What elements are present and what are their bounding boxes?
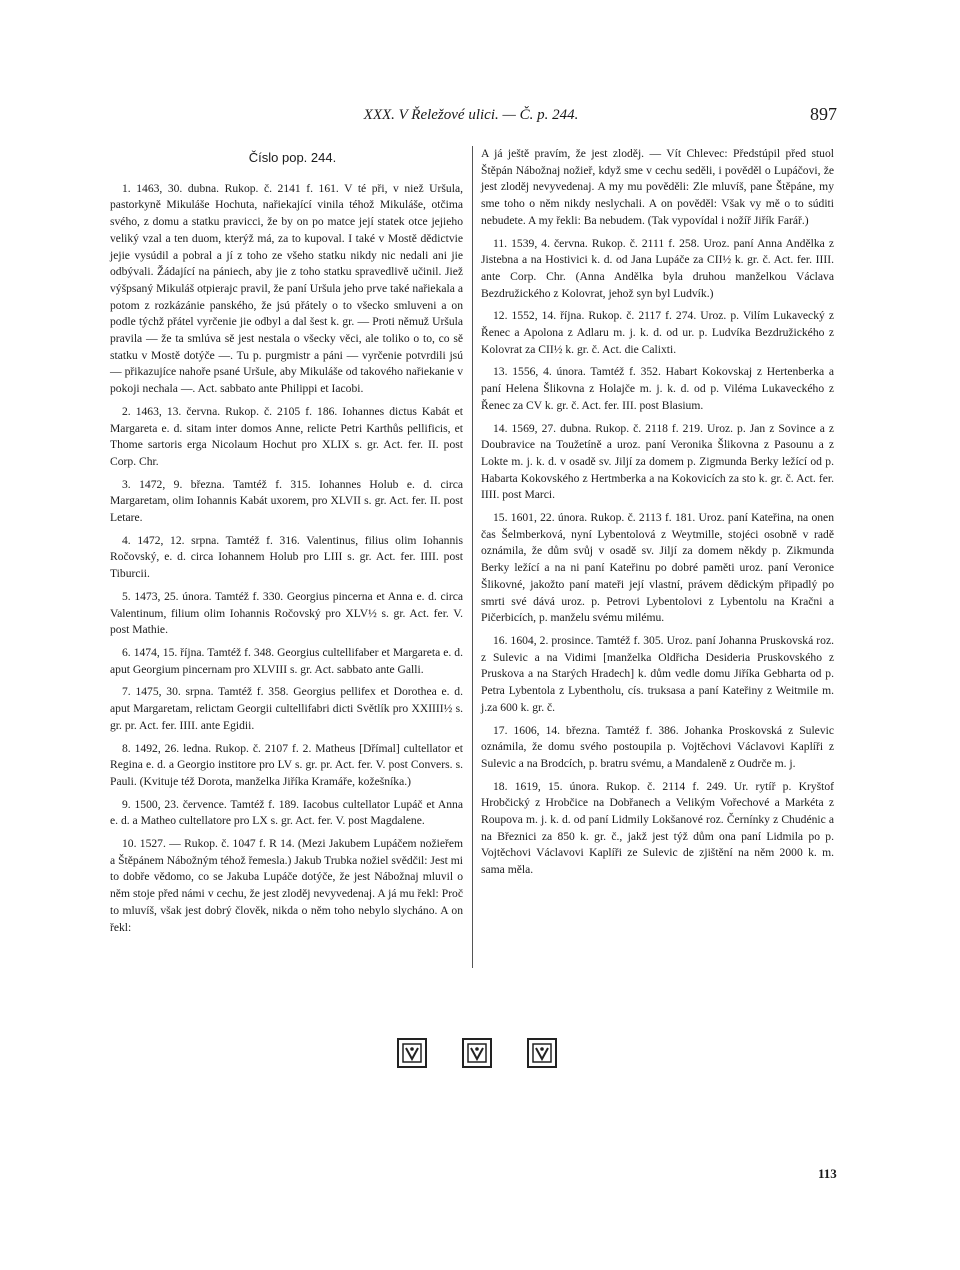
entry-13: 13. 1556, 4. února. Tamtéž f. 352. Habart Kokovskaj z Hertenberka a paní Helena Šlikovna z Holajče m. j. k. d. od p. Viléma Lukaveckého z Řenec za CV k. gr. č. Act. fer. III. post Blasium. (481, 365, 834, 412)
entry-1: 1. 1463, 30. dubna. Rukop. č. 2141 f. 161. V té při, v niež Uršula, pastorkyně Mikuláše Hochuta, nařiekající vinila téhož Mikuláše, otčima svého, z domu a statku pravicci, že by on po matce její statek otce jejieho veliký vzal a ten duom, kterýž má, za to kupoval. I také v Mostě dědictvie jejie vysúdil a pobral a jí z toho ze všeho statku nikdy nic nedali ani jie odbývali. Žádající na pániech, aby jie z toho statku spravedlivě učinil. Jiež výšpsaný Mikuláš otpierajc pravil, že paní Uršula jeho prve také nařiekala a potom z rozkázánie panského, že jsú přátely o to všecko smluveni a on podle týchž přátel vyrčenie jie odbyl a dal šest k. gr. — Proti němuž Uršula pravila — že ta smlúva sě jest nestala o všecky věci, ale toliko o to, co sě statku v Mostě dotýče —. Tu p. purgmistr a páni — vyrčenie potvrdili jsú — přikazujíce nahoře psané Uršule, aby Mikuláše od takového nařiekanie v pokoji nechala —. Act. sabbato ante Philippi et Iacobi. (110, 181, 463, 396)
entry-8: 8. 1492, 26. ledna. Rukop. č. 2107 f. 2. Matheus [Dřímal] cultellator et Regina e. d. a Georgio institore pro LV s. gr. pr. Act. fer. V. post Convers. s. Pauli. (Kvituje též Dorota, manželka Jiříka Kramáře, kožešníka.) (110, 741, 463, 788)
entry-9: 9. 1500, 23. července. Tamtéž f. 189. Iacobus cultellator Lupáč et Anna e. d. a Matheo cultellatore pro LX s. gr. Act. fer. V. post Magdalene. (110, 797, 463, 828)
folio-number: 113 (818, 1166, 837, 1181)
entry-10-continued: A já ještě pravím, že jest zloděj. — Vít Chlevec: Předstúpil před stuol Štěpán Nábožnaj nožieř, když sme v cechu seděli, i pověděl o Lupáčovi, že jest zloděj nevyvedenaj. A my mu pověděli: Zle mluvíš, pane Štěpáne, my sme toho o něm nikdy neslychali. A on pověděl: Však vy mě o to súditi nebudete. A my řekli: Ba nebudem. (Tak vypovídal i nožíř Jiřík Farář.) (481, 147, 834, 227)
entry-6: 6. 1474, 15. října. Tamtéž f. 348. Georgius cultellifaber et Margareta e. d. aput Georgium pincernam pro XLVIII s. gr. Act. sabbato ante Galli. (110, 645, 463, 676)
entry-12: 12. 1552, 14. října. Rukop. č. 2117 f. 274. Uroz. p. Vilím Lukavecký z Řenec a Apolona z Adlaru m. j. k. d. od ur. p. Ludvíka Bezdružického z Kolovrat za CII½ k. gr. č. Act. die Calixti. (481, 309, 834, 356)
entry-5: 5. 1473, 25. února. Tamtéž f. 330. Georgius pincerna et Anna e. d. circa Valentinum, filium olim Iohannis Ročovský pro XLV½ s. gr. Act. fer. V. post Mathie. (110, 589, 463, 637)
entry-3: 3. 1472, 9. března. Tamtéž f. 315. Iohannes Holub e. d. circa Margaretam, olim Iohannis Kabát uxorem, pro XLVII s. gr. Act. fer. II. post Letare. (110, 477, 463, 525)
running-head: XXX. V Řeležové ulici. — Č. p. 244. (363, 107, 579, 123)
printer-ornaments (397, 1038, 557, 1068)
right-column (481, 146, 834, 885)
entry-15: 15. 1601, 22. února. Rukop. č. 2113 f. 181. Uroz. paní Kateřina, na onen čas Šelmberková, nyní Lybentolová z Weytmille, stojéci osobně v radě oznámila, že dům svůj v osadě sv. Jiljí za domem někdy p. Zikmunda Berky ležící a na ni paní Kateřinu po dobré paměti uroz. paní Veronice Šlikovné, jakožto paní mateři její vlastní, právem dědickým připadlý po smrti své dává uroz. p. Petrovi Lybentolovi z Lybentolu na Kračni a Pičerbicích, p. manželu svému milému. (481, 511, 834, 625)
printer-ornament-icon (462, 1038, 492, 1068)
entry-10: 10. 1527. — Rukop. č. 1047 f. R 14. (Mezi Jakubem Lupáčem nožieřem a Štěpánem Nábožným téhož řemesla.) Jakub Trubka nožiel svědčil: Jest mi to dobře vědomo, co se Jakuba Lupáče dotýče, že jest Nábožnaj mluvil o něm stoje před námi v cechu, že jest zloděj nevyvedenaj. A já mu řekl: Proč to mluvíš, však jest dobrý člověk, nikda o něm toho nebylo slycháno. A on řekl: (110, 837, 463, 934)
entry-11: 11. 1539, 4. června. Rukop. č. 2111 f. 258. Uroz. paní Anna Andělka z Jistebna a na Hostivici k. d. od Jana Lupáče za CII½ k. gr. č. Act. fer. IIII. ante Corp. Chr. (Anna Andělka byla druhou manželkou Václava Bezdružického z Kolovrat, jehož syn byl Ludvík.) (481, 236, 834, 300)
entry-16: 16. 1604, 2. prosince. Tamtéž f. 305. Uroz. paní Johanna Pruskovská roz. z Sulevic a na Vidimi [manželka Oldřicha Desideria Pruskovského z Pruskova a na Starých Hradech] k. dům vedle domu Jiříka Gebharta od p. Petra Lybentola z Lybentholu, cís. truksasa a paní Kateřiny z Weitmile m. j.za 600 k. gr. č. (481, 633, 834, 714)
page-number: 897 (810, 104, 837, 124)
entry-2: 2. 1463, 13. června. Rukop. č. 2105 f. 186. Iohannes dictus Kabát et Margareta e. d. sitam inter domos Anne, relicte Petri Karthůs pellificis, et Thome sartoris erga Nicolaum Hochut pro XLIX s. gr. Act. fer. II. post Corp. Chr. (110, 404, 463, 468)
entry-18: 18. 1619, 15. února. Rukop. č. 2114 f. 249. Ur. rytíř p. Kryštof Hrobčický z Hrobčice na Dobřanech a Velikým Vořechové a Markéta z Roupova m. j. k. d. od paní Lidmily Lokšanové roz. Černínky z Chudénic a na Březnici za 850 k. gr. č., jakž jest týž dům ona paní Lidmila po p. Vojtěchovi Václavovi Kaplíři ze Sulevic de zjištění na něm 2000 k. m. sama měla. (481, 779, 834, 877)
entry-4: 4. 1472, 12. srpna. Tamtéž f. 316. Valentinus, filius olim Iohannis Ročovský, e. d. circa Iohannem Holub pro LIII s. gr. Act. fer. IIII. post Tiburcii. (110, 533, 463, 581)
column-divider (472, 146, 473, 968)
printer-ornament-icon (527, 1038, 557, 1068)
entry-17: 17. 1606, 14. března. Tamtéž f. 386. Johanka Proskovská z Sulevic oznámila, že domu svého postoupila p. Vojtěchovi Václavovi Kaplíři z Sulevic a na Brodcích, p. bratru svému, a Mandaleně z Oudrče m. j. (481, 723, 834, 770)
left-column (110, 146, 463, 942)
entry-7: 7. 1475, 30. srpna. Tamtéž f. 358. Georgius pellifex et Dorothea e. d. aput Margaretam, relictam Georgii cultellifabri dicti Světlík pro XXIIII½ s. gr. pr. Act. fer. IIII. ante Egidii. (110, 685, 463, 732)
section-title: Číslo pop. 244. (248, 150, 337, 165)
printer-ornament-icon (397, 1038, 427, 1068)
entry-14: 14. 1569, 27. dubna. Rukop. č. 2118 f. 219. Uroz. p. Jan z Sovince a z Doubravice na Toužetíně a uroz. paní Veronika Šlikovna z Pasounu a z Lokte m. j. k. d. v osadě sv. Jiljí za domem p. Zigmunda Berky ležící od p. Habarta Kokovského z Hertmberka a na Kokovicích za sto k. gr. č. Act. fer. IIII. post Marci. (481, 421, 834, 502)
